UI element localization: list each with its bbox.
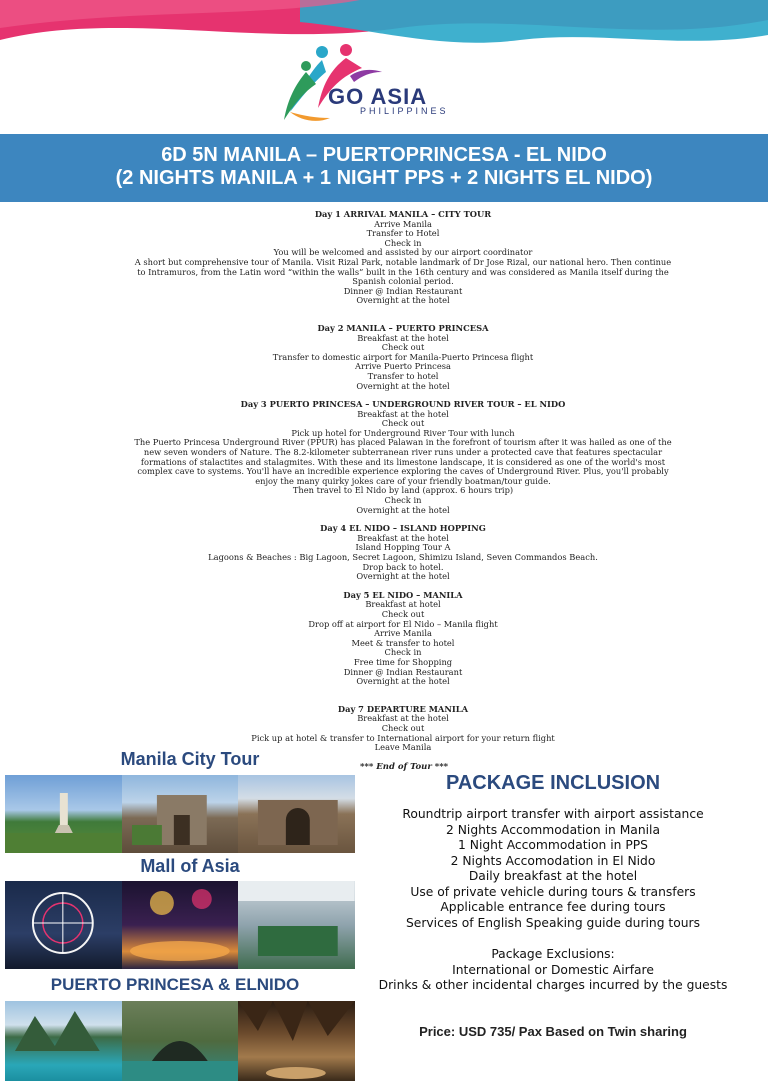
price-text: Price: USD 735/ Pax Based on Twin sharing xyxy=(419,1024,687,1039)
day-title: Day 2 MANILA – PUERTO PRINCESA xyxy=(317,322,489,333)
inclusion-item: 2 Nights Accommodation in Manila xyxy=(445,822,661,837)
banner-line-2: (2 NIGHTS MANILA + 1 NIGHT PPS + 2 NIGHTS EL NIDO) xyxy=(115,167,653,189)
day-line: Meet & transfer to hotel xyxy=(351,637,455,648)
day-line: A short but comprehensive tour of Manila. Visit Rizal Park, notable landmark of Dr Jose Rizal, our national hero. Then continue to Intramuros, from the Latin word “within the walls” built in the 16th century and was considered as Manila itself during the Spanish colonial period. xyxy=(134,256,672,287)
day-title: Day 4 EL NIDO – ISLAND HOPPING xyxy=(320,523,486,534)
gallery-title-palawan: PUERTO PRINCESA & ELNIDO xyxy=(50,975,300,994)
day-line: Free time for Shopping xyxy=(353,656,453,667)
day-line: Breakfast at hotel xyxy=(365,599,441,610)
inclusion-item: 2 Nights Accomodation in El Nido xyxy=(450,853,656,868)
day-5 xyxy=(130,591,676,687)
day-line: Leave Manila xyxy=(374,742,432,753)
manila-photos xyxy=(5,775,355,853)
day-line: Transfer to hotel xyxy=(367,370,439,381)
day-line: Transfer to Hotel xyxy=(366,228,440,239)
exclusion-item: International or Domestic Airfare xyxy=(452,962,654,977)
logo-text: GO ASIA xyxy=(328,84,428,109)
day-line: Overnight at the hotel xyxy=(356,504,450,515)
el-nido-lagoon-photo xyxy=(5,1001,122,1081)
underground-river-entrance-photo xyxy=(122,1001,239,1081)
palawan-photos xyxy=(5,1001,355,1081)
day-4 xyxy=(130,524,676,582)
day-line: Breakfast at the hotel xyxy=(357,713,449,724)
day-line: You will be welcomed and assisted by our airport coordinator xyxy=(273,247,533,258)
day-line: Island Hopping Tour A xyxy=(355,542,451,553)
exclusion-item: Drinks & other incidental charges incurred by the guests xyxy=(378,978,728,992)
day-title: Day 1 ARRIVAL MANILA – CITY TOUR xyxy=(314,209,492,219)
day-line: Check in xyxy=(384,647,422,658)
title-banner xyxy=(0,134,768,202)
inclusion-item: Services of English Speaking guide during tours xyxy=(405,915,701,930)
day-line: Drop off at airport for El Nido – Manila flight xyxy=(308,618,498,629)
day-7 xyxy=(130,705,676,753)
day-line: Breakfast at the hotel xyxy=(357,532,449,543)
day-2 xyxy=(130,324,676,391)
day-line: Breakfast at the hotel xyxy=(357,332,449,343)
rizal-park-photo xyxy=(5,775,122,853)
day-line: Lagoons & Beaches : Big Lagoon, Secret Lagoon, Shimizu Island, Seven Commandos Beach. xyxy=(208,552,598,562)
logo-subtext: PHILIPPINES xyxy=(360,106,449,116)
day-title: Day 3 PUERTO PRINCESA – UNDERGROUND RIVER TOUR – EL NIDO xyxy=(240,399,566,410)
inclusion-item: Roundtrip airport transfer with airport assistance xyxy=(402,807,704,821)
day-3 xyxy=(130,400,676,515)
day-line: The Puerto Princesa Underground River (PPUR) has placed Palawan in the forefront of tourism after it was hailed as one of the new seven wonders of Nature. The 8.2-kilometer subterranean river runs under a protected cave that features spectacular formations of stalactites and stalagmites. With these and its limestone landscape, it is considered as one of the world's most complex cave to systems. You'll have an incredible experience exploring the caves of Underground River. Plus, you'll probably enjoy the many quirky jokes care of your friendly boatman/tour guide. xyxy=(134,437,672,486)
day-line: Arrive Manila xyxy=(374,628,432,639)
day-line: Breakfast at the hotel xyxy=(357,408,449,419)
day-line: Dinner @ Indian Restaurant xyxy=(343,285,463,296)
fort-santiago-photo xyxy=(238,775,355,853)
ferris-wheel-photo xyxy=(5,881,122,969)
inclusion-item: Use of private vehicle during tours & transfers xyxy=(410,884,696,899)
fireworks-photo xyxy=(122,881,239,969)
mall-photos xyxy=(5,881,355,969)
inclusion-item: 1 Night Accommodation in PPS xyxy=(458,838,648,852)
day-line: Check out xyxy=(381,722,425,733)
day-line: Transfer to domestic airport for Manila-Puerto Princesa flight xyxy=(272,351,534,362)
gallery-title-mall: Mall of Asia xyxy=(140,856,240,876)
mall-interior-photo xyxy=(238,881,355,969)
day-line: Overnight at the hotel xyxy=(356,295,450,306)
day-line: Check in xyxy=(384,495,422,506)
day-line: Overnight at the hotel xyxy=(356,380,450,391)
day-title: Day 5 EL NIDO – MANILA xyxy=(343,589,463,600)
day-line: Check in xyxy=(384,237,422,248)
day-line: Overnight at the hotel xyxy=(356,571,450,582)
inclusion-item: Daily breakfast at the hotel xyxy=(468,869,638,883)
exclusions-title: Package Exclusions: xyxy=(491,947,615,961)
gallery-title-manila: Manila City Tour xyxy=(120,749,260,769)
day-line: Check out xyxy=(381,418,425,429)
cave-interior-photo xyxy=(238,1001,355,1081)
day-line: Check out xyxy=(381,608,425,619)
day-line: Then travel to El Nido by land (approx. 6 hours trip) xyxy=(292,485,514,496)
day-line: Arrive Manila xyxy=(374,218,432,229)
day-1 xyxy=(130,210,676,306)
day-line: Overnight at the hotel xyxy=(356,676,450,687)
itinerary xyxy=(130,210,676,762)
package-inclusion-title: PACKAGE INCLUSION xyxy=(446,772,661,794)
day-line: Drop back to hotel. xyxy=(362,561,444,572)
day-line: Check out xyxy=(381,342,425,353)
day-line: Arrive Puerto Princesa xyxy=(355,361,451,372)
banner-line-1: 6D 5N MANILA – PUERTOPRINCESA - EL NIDO xyxy=(161,144,607,166)
day-line: Pick up at hotel & transfer to International airport for your return flight xyxy=(251,732,555,743)
day-title: Day 7 DEPARTURE MANILA xyxy=(337,703,469,714)
package-inclusion-list xyxy=(370,807,736,994)
end-of-tour: *** End of Tour *** xyxy=(360,762,449,772)
day-line: Pick up hotel for Underground River Tour with lunch xyxy=(291,427,515,438)
day-line: Dinner @ Indian Restaurant xyxy=(343,666,463,677)
intramuros-church-photo xyxy=(122,775,239,853)
inclusion-item: Applicable entrance fee during tours xyxy=(440,900,666,914)
